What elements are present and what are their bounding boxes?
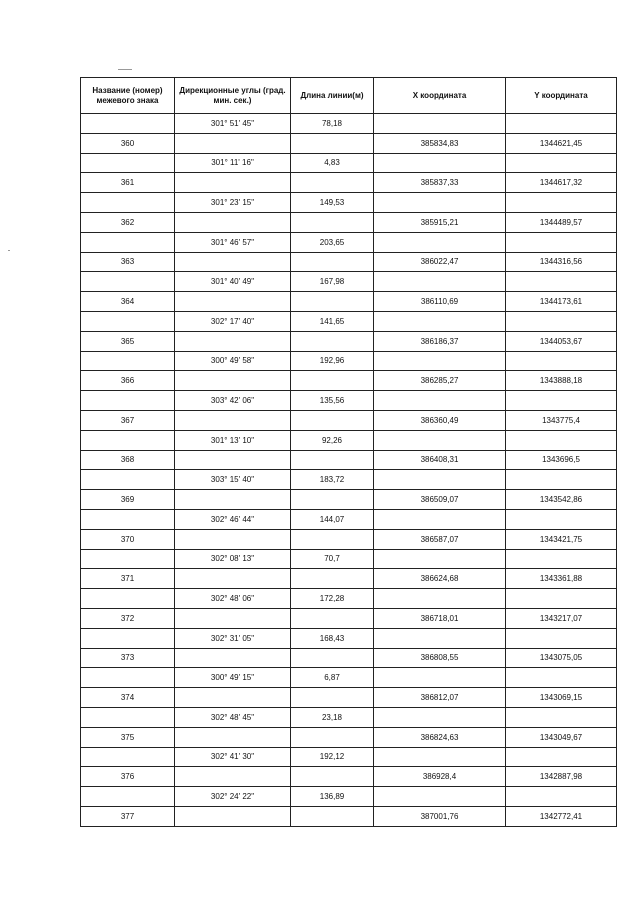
point-row [81, 450, 617, 470]
y-coordinate: 1343049,67 [506, 727, 617, 747]
segment-row [81, 114, 617, 134]
point-row [81, 529, 617, 549]
point-row [81, 727, 617, 747]
line-length: 78,18 [291, 114, 374, 134]
empty-cell [175, 490, 291, 510]
line-length: 4,83 [291, 153, 374, 173]
direction-angle: 302° 24' 22" [175, 787, 291, 807]
empty-cell [81, 549, 175, 569]
empty-cell [81, 232, 175, 252]
empty-cell [81, 589, 175, 609]
x-coordinate: 385834,83 [374, 133, 506, 153]
empty-cell [175, 608, 291, 628]
empty-cell [374, 668, 506, 688]
empty-cell [291, 371, 374, 391]
direction-angle: 303° 42' 06" [175, 391, 291, 411]
empty-cell [175, 450, 291, 470]
empty-cell [374, 311, 506, 331]
x-coordinate: 386022,47 [374, 252, 506, 272]
y-coordinate: 1343217,07 [506, 608, 617, 628]
empty-cell [81, 311, 175, 331]
x-coordinate: 386186,37 [374, 331, 506, 351]
point-name: 363 [81, 252, 175, 272]
line-length: 141,65 [291, 311, 374, 331]
empty-cell [506, 549, 617, 569]
point-name: 362 [81, 212, 175, 232]
empty-cell [175, 727, 291, 747]
x-coordinate: 386408,31 [374, 450, 506, 470]
empty-cell [175, 173, 291, 193]
point-row [81, 767, 617, 787]
empty-cell [506, 391, 617, 411]
empty-cell [374, 114, 506, 134]
y-coordinate: 1344621,45 [506, 133, 617, 153]
y-coordinate: 1343361,88 [506, 569, 617, 589]
y-coordinate: 1343696,5 [506, 450, 617, 470]
point-row [81, 806, 617, 826]
x-coordinate: 386812,07 [374, 688, 506, 708]
empty-cell [291, 490, 374, 510]
segment-row [81, 707, 617, 727]
segment-row [81, 272, 617, 292]
empty-cell [374, 747, 506, 767]
direction-angle: 301° 51' 45" [175, 114, 291, 134]
point-name: 374 [81, 688, 175, 708]
segment-row [81, 311, 617, 331]
y-coordinate: 1344173,61 [506, 292, 617, 312]
line-length: 168,43 [291, 628, 374, 648]
segment-row [81, 747, 617, 767]
empty-cell [374, 628, 506, 648]
empty-cell [506, 193, 617, 213]
empty-cell [291, 331, 374, 351]
line-length: 192,96 [291, 351, 374, 371]
line-length: 135,56 [291, 391, 374, 411]
point-row [81, 252, 617, 272]
empty-cell [374, 549, 506, 569]
direction-angle: 300° 49' 58" [175, 351, 291, 371]
point-row [81, 648, 617, 668]
direction-angle: 303° 15' 40" [175, 470, 291, 490]
point-name: 368 [81, 450, 175, 470]
point-name: 361 [81, 173, 175, 193]
empty-cell [374, 509, 506, 529]
empty-cell [374, 272, 506, 292]
y-coordinate: 1343888,18 [506, 371, 617, 391]
empty-cell [81, 509, 175, 529]
table-body [81, 114, 617, 827]
line-length: 149,53 [291, 193, 374, 213]
point-row [81, 292, 617, 312]
segment-row [81, 153, 617, 173]
empty-cell [291, 292, 374, 312]
empty-cell [175, 133, 291, 153]
point-row [81, 608, 617, 628]
empty-cell [81, 628, 175, 648]
direction-angle: 302° 41' 30" [175, 747, 291, 767]
empty-cell [506, 787, 617, 807]
empty-cell [291, 608, 374, 628]
empty-cell [506, 351, 617, 371]
direction-angle: 301° 11' 16" [175, 153, 291, 173]
empty-cell [175, 688, 291, 708]
y-coordinate: 1344053,67 [506, 331, 617, 351]
x-coordinate: 386928,4 [374, 767, 506, 787]
empty-cell [291, 173, 374, 193]
empty-cell [374, 153, 506, 173]
empty-cell [175, 569, 291, 589]
point-name: 372 [81, 608, 175, 628]
empty-cell [291, 529, 374, 549]
empty-cell [175, 648, 291, 668]
empty-cell [374, 430, 506, 450]
segment-row [81, 351, 617, 371]
y-coordinate: 1342887,98 [506, 767, 617, 787]
point-name: 364 [81, 292, 175, 312]
x-coordinate: 386360,49 [374, 410, 506, 430]
empty-cell [291, 410, 374, 430]
line-length: 167,98 [291, 272, 374, 292]
empty-cell [374, 589, 506, 609]
segment-row [81, 787, 617, 807]
point-row [81, 490, 617, 510]
empty-cell [374, 351, 506, 371]
x-coordinate: 385837,33 [374, 173, 506, 193]
segment-row [81, 628, 617, 648]
point-name: 365 [81, 331, 175, 351]
point-row [81, 331, 617, 351]
x-coordinate: 386285,27 [374, 371, 506, 391]
point-name: 366 [81, 371, 175, 391]
empty-cell [81, 193, 175, 213]
header-y-coordinate: Y координата [506, 78, 617, 114]
x-coordinate: 386509,07 [374, 490, 506, 510]
direction-angle: 302° 48' 45" [175, 707, 291, 727]
line-length: 136,89 [291, 787, 374, 807]
table-header-row [81, 78, 617, 114]
empty-cell [506, 628, 617, 648]
x-coordinate: 386587,07 [374, 529, 506, 549]
empty-cell [175, 292, 291, 312]
empty-cell [81, 153, 175, 173]
x-coordinate: 387001,76 [374, 806, 506, 826]
segment-row [81, 589, 617, 609]
empty-cell [175, 331, 291, 351]
empty-cell [374, 707, 506, 727]
point-row [81, 410, 617, 430]
direction-angle: 301° 46' 57" [175, 232, 291, 252]
y-coordinate: 1343069,15 [506, 688, 617, 708]
empty-cell [291, 212, 374, 232]
point-name: 371 [81, 569, 175, 589]
empty-cell [175, 806, 291, 826]
empty-cell [291, 252, 374, 272]
empty-cell [506, 668, 617, 688]
y-coordinate: 1344316,56 [506, 252, 617, 272]
y-coordinate: 1343775,4 [506, 410, 617, 430]
segment-row [81, 193, 617, 213]
empty-cell [374, 232, 506, 252]
empty-cell [81, 430, 175, 450]
empty-cell [175, 410, 291, 430]
y-coordinate: 1344617,32 [506, 173, 617, 193]
empty-cell [291, 767, 374, 787]
point-name: 360 [81, 133, 175, 153]
point-row [81, 688, 617, 708]
direction-angle: 301° 13' 10" [175, 430, 291, 450]
direction-angle: 301° 23' 15" [175, 193, 291, 213]
line-length: 92,26 [291, 430, 374, 450]
point-row [81, 569, 617, 589]
empty-cell [81, 707, 175, 727]
point-row [81, 173, 617, 193]
point-name: 373 [81, 648, 175, 668]
y-coordinate: 1344489,57 [506, 212, 617, 232]
segment-row [81, 470, 617, 490]
direction-angle: 301° 40' 49" [175, 272, 291, 292]
boundary-coordinates-table [80, 77, 617, 827]
empty-cell [175, 767, 291, 787]
x-coordinate: 386624,68 [374, 569, 506, 589]
segment-row [81, 232, 617, 252]
segment-row [81, 430, 617, 450]
empty-cell [291, 569, 374, 589]
y-coordinate: 1343542,86 [506, 490, 617, 510]
empty-cell [291, 806, 374, 826]
direction-angle: 302° 08' 13" [175, 549, 291, 569]
empty-cell [175, 529, 291, 549]
segment-row [81, 549, 617, 569]
y-coordinate: 1343075,05 [506, 648, 617, 668]
empty-cell [81, 470, 175, 490]
x-coordinate: 385915,21 [374, 212, 506, 232]
point-name: 377 [81, 806, 175, 826]
line-length: 192,12 [291, 747, 374, 767]
empty-cell [81, 391, 175, 411]
point-name: 375 [81, 727, 175, 747]
x-coordinate: 386824,63 [374, 727, 506, 747]
point-name: 369 [81, 490, 175, 510]
line-length: 183,72 [291, 470, 374, 490]
empty-cell [291, 133, 374, 153]
empty-cell [506, 232, 617, 252]
empty-cell [506, 114, 617, 134]
empty-cell [81, 787, 175, 807]
empty-cell [506, 153, 617, 173]
line-length: 6,87 [291, 668, 374, 688]
empty-cell [506, 509, 617, 529]
x-coordinate: 386110,69 [374, 292, 506, 312]
scan-mark [118, 69, 132, 70]
direction-angle: 302° 48' 06" [175, 589, 291, 609]
direction-angle: 302° 46' 44" [175, 509, 291, 529]
line-length: 144,07 [291, 509, 374, 529]
empty-cell [81, 668, 175, 688]
x-coordinate: 386808,55 [374, 648, 506, 668]
empty-cell [81, 114, 175, 134]
empty-cell [506, 430, 617, 450]
segment-row [81, 391, 617, 411]
empty-cell [374, 787, 506, 807]
point-row [81, 212, 617, 232]
x-coordinate: 386718,01 [374, 608, 506, 628]
point-name: 370 [81, 529, 175, 549]
point-name: 367 [81, 410, 175, 430]
empty-cell [374, 193, 506, 213]
empty-cell [291, 648, 374, 668]
line-length: 203,65 [291, 232, 374, 252]
empty-cell [291, 450, 374, 470]
empty-cell [81, 272, 175, 292]
point-row [81, 371, 617, 391]
empty-cell [506, 470, 617, 490]
empty-cell [374, 470, 506, 490]
point-name: 376 [81, 767, 175, 787]
empty-cell [506, 589, 617, 609]
empty-cell [175, 252, 291, 272]
empty-cell [506, 747, 617, 767]
point-row [81, 133, 617, 153]
empty-cell [291, 727, 374, 747]
y-coordinate: 1343421,75 [506, 529, 617, 549]
line-length: 172,28 [291, 589, 374, 609]
empty-cell [175, 371, 291, 391]
empty-cell [506, 272, 617, 292]
empty-cell [175, 212, 291, 232]
line-length: 23,18 [291, 707, 374, 727]
header-line-length: Длина линии(м) [291, 78, 374, 114]
header-x-coordinate: X координата [374, 78, 506, 114]
segment-row [81, 509, 617, 529]
empty-cell [291, 688, 374, 708]
direction-angle: 300° 49' 15" [175, 668, 291, 688]
y-coordinate: 1342772,41 [506, 806, 617, 826]
empty-cell [374, 391, 506, 411]
empty-cell [81, 747, 175, 767]
direction-angle: 302° 31' 05" [175, 628, 291, 648]
segment-row [81, 668, 617, 688]
empty-cell [81, 351, 175, 371]
empty-cell [506, 311, 617, 331]
header-point-name: Название (номер) межевого знака [81, 78, 175, 114]
scan-dot [8, 250, 10, 251]
empty-cell [506, 707, 617, 727]
header-direction-angle: Дирекционные углы (град. мин. сек.) [175, 78, 291, 114]
line-length: 70,7 [291, 549, 374, 569]
direction-angle: 302° 17' 40" [175, 311, 291, 331]
